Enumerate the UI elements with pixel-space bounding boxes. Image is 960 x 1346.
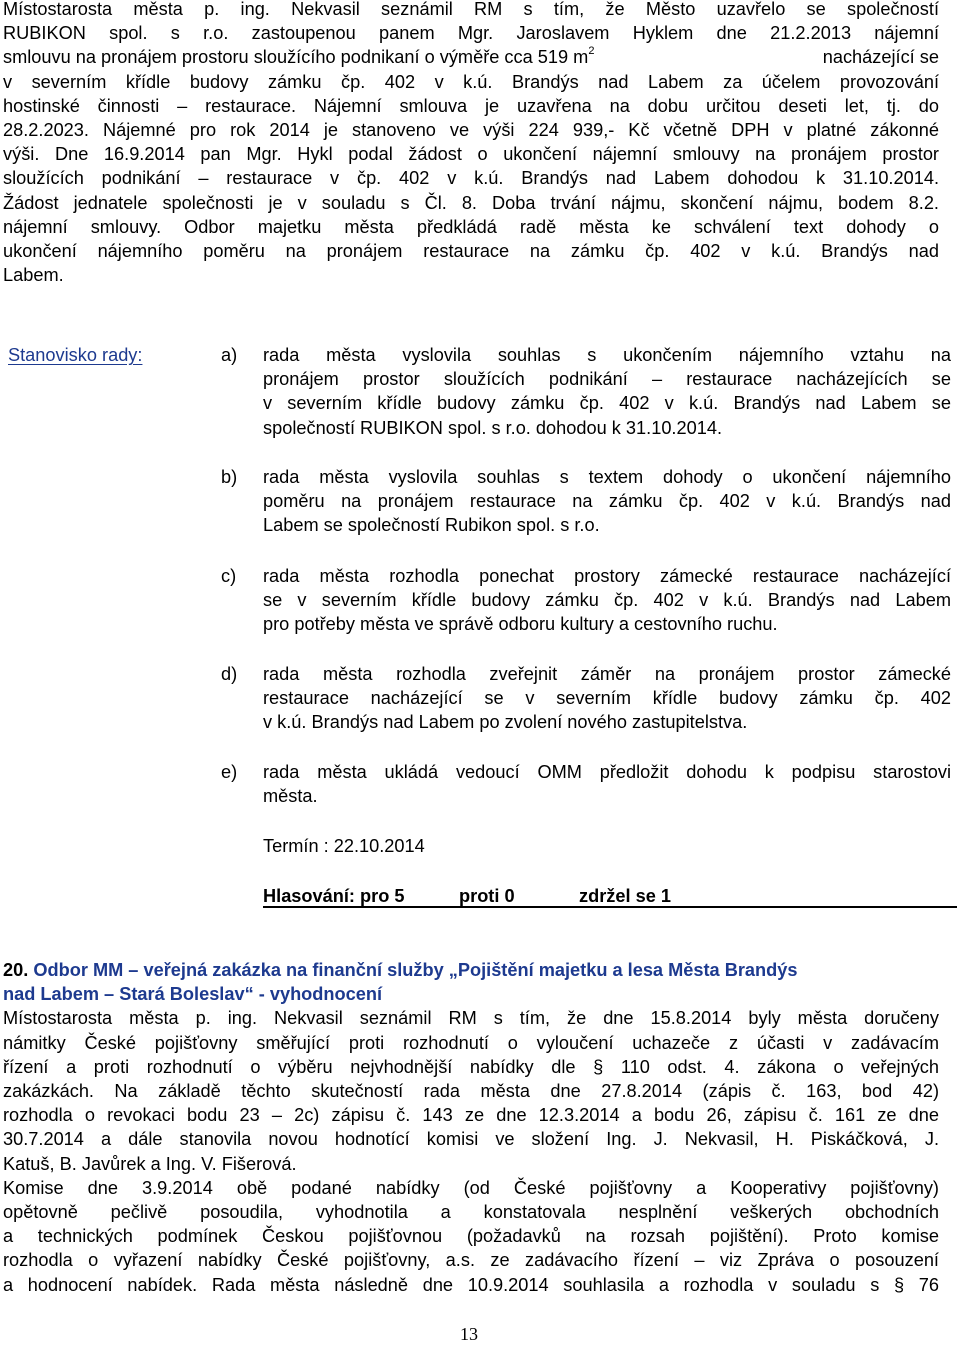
section-line: a technických podmínek Českou pojišťovnou (požadavků na rozsah pojištění). Proto komise: [3, 1226, 939, 1247]
option-line: rada města ukládá vedoucí OMM předložit dohodu k podpisu starostovi: [263, 762, 951, 782]
option-letter: d): [221, 664, 238, 684]
page-number: 13: [460, 1324, 478, 1344]
option-line: v severním křídle budovy zámku čp. 402 v k.ú. Brandýs nad Labem se: [263, 393, 951, 414]
section-line: námitky České pojišťovny směřující proti rozhodnutí o vyloučení uchazeče z účasti v zadávacím: [3, 1032, 939, 1053]
intro-line-3-main: smlouvu na pronájem prostoru sloužícího podnikaní o výměře cca 519 $m^2$: [3, 45, 595, 68]
option-line: restaurace nacházející se v severním křídle budovy zámku čp. 402: [263, 688, 951, 709]
intro-line: hostinské činnosti – restaurace. Nájemní smlouva je uzavřena na dobu určitou deseti let, tj. do: [3, 95, 939, 116]
option-line: rada města rozhodla zveřejnit záměr na pronájem prostor zámecké: [263, 664, 951, 684]
intro-line: sloužících podnikání – restaurace v čp. 402 v k.ú. Brandýs nad Labem dohodou k 31.10.2014.: [3, 168, 939, 189]
option-letter: a): [221, 345, 238, 365]
intro-line: výši. Dne 16.9.2014 pan Mgr. Hykl podal žádost o ukončení nájemní smlouvy na pronájem prostor: [3, 144, 939, 165]
voting-abstain: zdržel se 1: [579, 886, 671, 906]
option-line: rada města rozhodla ponechat prostory zámecké restaurace nacházející: [263, 566, 951, 586]
intro-line: ukončení nájemního poměru na pronájem restaurace na zámku čp. 402 v k.ú. Brandýs nad: [3, 241, 939, 262]
section-line: řízení a proti rozhodnutí o výběru nejvhodnější nabídky dle § 110 odst. 4. zákona o veřejných: [3, 1056, 939, 1077]
intro-line: v severním křídle budovy zámku čp. 402 v k.ú. Brandýs nad Labem za účelem provozování: [3, 71, 939, 92]
option-line: Labem se společností Rubikon spol. s r.o.: [263, 515, 600, 536]
section-title-line: [3, 958, 939, 982]
superscript: 2: [588, 45, 595, 58]
intro-line: Místostarosta města p. ing. Nekvasil seznámil RM s tím, že Město uzavřelo se společností: [3, 0, 939, 19]
intro-line-3-end: nacházející se: [817, 47, 939, 68]
option-letter: c): [221, 566, 237, 586]
option-line: v k.ú. Brandýs nad Labem po zvolení nového zastupitelstva.: [263, 712, 748, 733]
section-line: Místostarosta města p. ing. Nekvasil seznámil RM s tím, že dne 15.8.2014 byly města doručeny: [3, 1008, 939, 1029]
section-line: a hodnocení nabídek. Rada města následně dne 10.9.2014 souhlasila a rozhodla v souladu s § 76: [3, 1274, 939, 1295]
intro-line: Žádost jednatele společnosti je v souladu s Čl. 8. Doba trvání nájmu, skončení nájmu, bodem 8.2.: [3, 192, 939, 213]
voting-against: proti 0: [459, 886, 515, 906]
section-title-line: nad Labem – Stará Boleslav“ - vyhodnocení: [3, 984, 383, 1005]
option-line: pro potřeby města ve správě odboru kultury a cestovního ruchu.: [263, 614, 778, 635]
intro-line: nájemní smlouvy. Odbor majetku města předkládá radě města ke schválení text dohody o: [3, 216, 939, 237]
intro-line: RUBIKON spol. s r.o. zastoupenou panem Mgr. Jaroslavem Hyklem dne 21.2.2013 nájemní: [3, 23, 939, 44]
option-line: města.: [263, 786, 318, 807]
section-line: 30.7.2014 a dále stanovila novou hodnotící komisi ve složení Ing. J. Nekvasil, H. Piskáčková, J.: [3, 1129, 939, 1150]
intro-line: 28.2.2023. Nájemné pro rok 2014 je stanoveno ve výši 224 939,- Kč včetně DPH v platné zákonné: [3, 120, 939, 141]
intro-paragraph: [3, 0, 939, 287]
voting-for: Hlasování: pro 5: [263, 886, 405, 906]
deadline: Termín : 22.10.2014: [263, 836, 425, 856]
option-line: pronájem prostor sloužících podnikání – restaurace nacházejících se: [263, 369, 951, 390]
section-number: 20.: [3, 960, 29, 980]
section-20: [3, 958, 939, 1297]
option-line: rada města vyslovila souhlas s textem dohody o ukončení nájemního: [263, 467, 951, 487]
intro-line: [3, 45, 939, 69]
option-line: společností RUBIKON spol. s r.o. dohodou k 31.10.2014.: [263, 417, 723, 438]
section-line: opětovně pečlivě posoudila, vyhodnotila a konstatovala nesplnění veškerých obchodních: [3, 1202, 939, 1223]
section-line: rozhodla o revokaci bodu 23 – 2c) zápisu č. 143 ze dne 12.3.2014 a bodu 26, zápisu č. 161 ze dne: [3, 1105, 939, 1126]
option-line: se v severním křídle budovy zámku čp. 402 v k.ú. Brandýs nad Labem: [263, 590, 951, 611]
section-line: Katuš, B. Javůrek a Ing. V. Fišerová.: [3, 1153, 297, 1174]
section-line: rozhodla o vyřazení nabídky České pojišťovny, a.s. ze zadávacího řízení – viz Zpráva o posouzení: [3, 1250, 939, 1271]
voting-underline: [263, 906, 957, 908]
section-line: zakázkách. Na základě těchto skutečností rada města dne 27.8.2014 (zápis č. 163, bod 42): [3, 1081, 939, 1102]
option-letter: e): [221, 762, 238, 782]
option-line: poměru na pronájem restaurace na zámku čp. 402 v k.ú. Brandýs nad: [263, 491, 951, 512]
stanovisko-label: Stanovisko rady:: [8, 345, 143, 365]
section-line: Komise dne 3.9.2014 obě podané nabídky (od České pojišťovny a Kooperativy pojišťovny): [3, 1177, 939, 1198]
option-line: rada města vyslovila souhlas s ukončením nájemního vztahu na: [263, 345, 951, 365]
section-title: Odbor MM – veřejná zakázka na finanční služby „Pojištění majetku a lesa Města Brandýs: [28, 960, 798, 980]
intro-line: Labem.: [3, 265, 64, 286]
option-letter: b): [221, 467, 238, 487]
